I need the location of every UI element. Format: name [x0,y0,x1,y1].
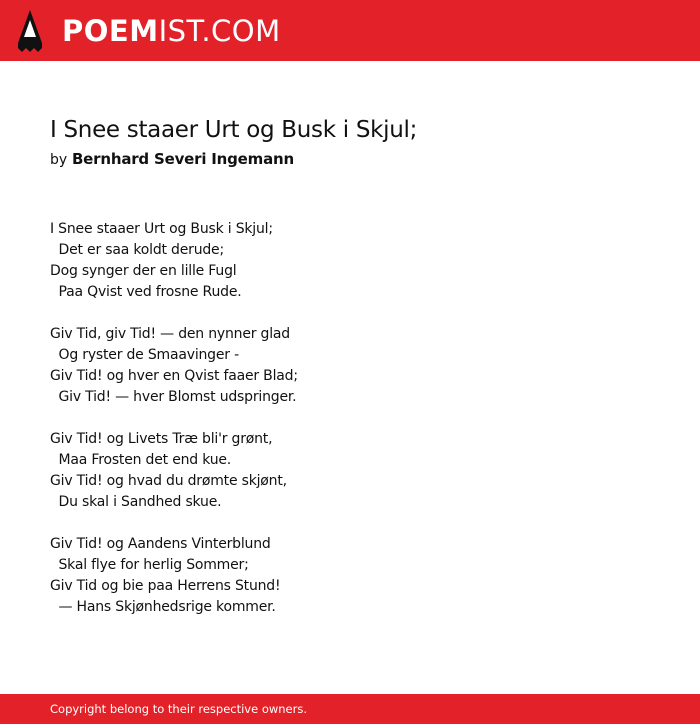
site-header [0,0,700,61]
poem-line: Giv Tid, giv Tid! — den nynner glad [50,326,290,342]
poem-line: Det er saa koldt derude; [50,242,224,258]
poem-line: Giv Tid og bie paa Herrens Stund! [50,578,281,594]
copyright-text: Copyright belong to their respective owners. [50,702,308,716]
poem-body [50,219,650,639]
logo-light-text: IST.COM [158,14,281,48]
poem-line: Giv Tid! og hver en Qvist faaer Blad; [50,368,298,384]
site-footer [0,694,700,724]
poem-line: Du skal i Sandhed skue. [50,494,222,510]
poem-line: Paa Qvist ved frosne Rude. [50,284,242,300]
logo-bold-text: POEM [62,14,159,48]
poem-line: Og ryster de Smaavinger - [50,347,239,363]
stanza [50,324,650,408]
poem-line: Giv Tid! — hver Blomst udspringer. [50,389,297,405]
poem-line: Skal flye for herlig Sommer; [50,557,249,573]
poem-line: Giv Tid! og hvad du drømte skjønt, [50,473,287,489]
author-name: Bernhard Severi Ingemann [71,150,294,168]
stanza [50,219,650,303]
poem-line: Giv Tid! og Aandens Vinterblund [50,536,271,552]
pencil-logo-icon [18,10,42,52]
poem-line: Dog synger der en lille Fugl [50,263,237,279]
stanza [50,429,650,513]
poem-line: Giv Tid! og Livets Træ bli'r grønt, [50,431,273,447]
site-logo-link[interactable] [18,10,281,52]
poem-byline [50,150,294,168]
stanza [50,534,650,618]
by-label: by [50,152,68,168]
poem-line: — Hans Skjønhedsrige kommer. [50,599,276,615]
site-logo-text [62,10,281,52]
poem-line: Maa Frosten det end kue. [50,452,232,468]
poem-title: I Snee staaer Urt og Busk i Skjul; [50,117,418,143]
poem-line: I Snee staaer Urt og Busk i Skjul; [50,221,273,237]
